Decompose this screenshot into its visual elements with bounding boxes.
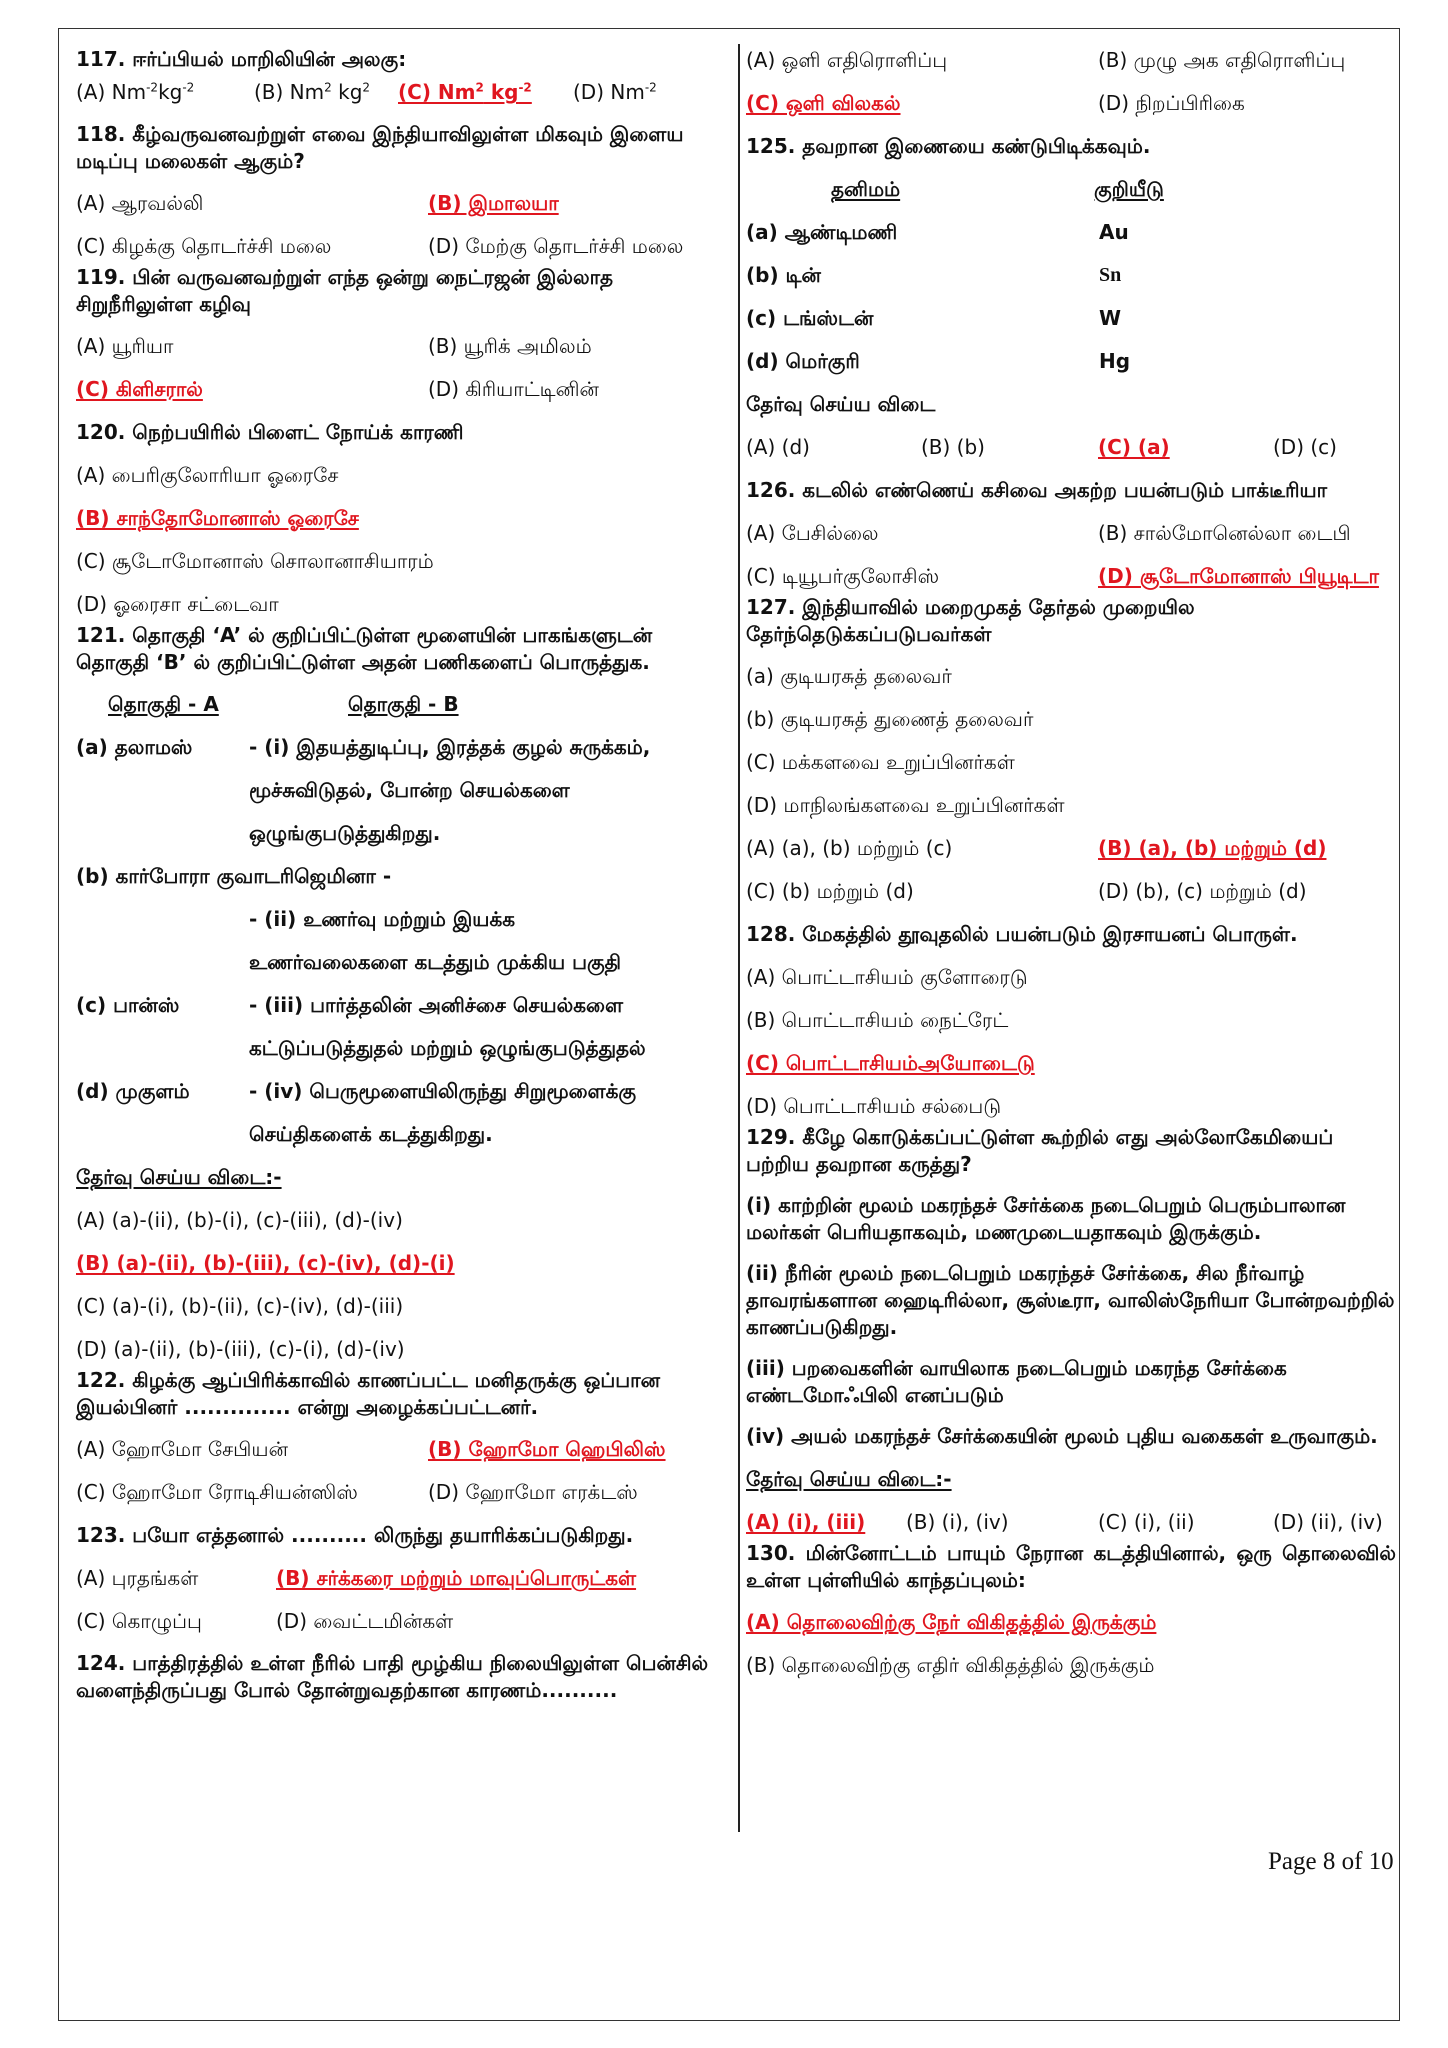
options-126-row1	[746, 519, 1396, 547]
column-divider	[738, 44, 740, 1832]
option-125-d: (D) (c)	[1273, 435, 1337, 459]
match-func-i-cont: மூச்சுவிடுதல், போன்ற செயல்களை	[249, 778, 570, 802]
match-func-ii-cont: உணர்வலைகளை கடத்தும் முக்கிய பகுதி	[249, 950, 622, 974]
item-127-c: (C) மக்களவை உறுப்பினர்கள்	[746, 750, 1015, 774]
option-121-b-answer: (B) (a)-(ii), (b)-(iii), (c)-(iv), (d)-(i)	[76, 1251, 455, 1275]
option-122-a: (A) ஹோமோ சேபியன்	[76, 1437, 288, 1461]
option-129-b: (B) (i), (iv)	[906, 1510, 1009, 1534]
table-125-headers	[746, 175, 1396, 203]
element-header: தனிமம்	[831, 177, 901, 201]
option-118-a: (A) ஆரவல்லி	[76, 191, 204, 215]
option-128-c-answer: (C) பொட்டாசியம்அயோடைடு	[746, 1051, 1035, 1075]
match-label-d: (d) முகுளம்	[76, 1079, 190, 1103]
match-label-a: (a) தலாமஸ்	[76, 735, 193, 759]
question-118: 118. கீழ்வருவனவற்றுள் எவை இந்தியாவிலுள்ள மிகவும் இளைய மடிப்பு மலைகள் ஆகும்?	[76, 122, 684, 173]
question-120: 120. நெற்பயிரில் பிளைட் நோய்க் காரணி	[76, 420, 464, 444]
option-128-d: (D) பொட்டாசியம் சல்பைடு	[746, 1094, 1002, 1118]
left-column	[76, 46, 726, 1718]
item-127-d: (D) மாநிலங்களவை உறுப்பினர்கள்	[746, 793, 1065, 817]
option-118-c: (C) கிழக்கு தொடர்ச்சி மலை	[76, 234, 332, 258]
option-121-a: (A) (a)-(ii), (b)-(i), (c)-(iii), (d)-(iv)	[76, 1208, 403, 1232]
option-129-c: (C) (i), (ii)	[1098, 1510, 1195, 1534]
question-121: 121. தொகுதி ‘A’ ல் குறிப்பிட்டுள்ள மூளையின் பாகங்களுடன் தொகுதி ‘B’ ல் குறிப்பிட்டுள்ள அதன் பணிகளைப் பொருத்துக.	[76, 623, 653, 674]
options-122-row1	[76, 1435, 726, 1463]
option-123-d: (D) வைட்டமின்கள்	[276, 1609, 454, 1633]
option-118-d: (D) மேற்கு தொடர்ச்சி மலை	[428, 234, 684, 258]
right-column	[746, 46, 1396, 1694]
option-119-c-answer: (C) கிளிசரால்	[76, 377, 203, 401]
options-122-row2	[76, 1478, 726, 1506]
question-130: 130. மின்னோட்டம் பாயும் நேரான கடத்தியினால், ஒரு தொலைவில் உள்ள புள்ளியில் காந்தப்புலம்:	[746, 1541, 1396, 1592]
page-number: Page 8 of 10	[1268, 1848, 1394, 1875]
option-130-a-answer: (A) தொலைவிற்கு நேர் விகிதத்தில் இருக்கும்	[746, 1610, 1157, 1634]
column-b-header: தொகுதி - B	[348, 692, 459, 716]
table-row	[746, 347, 1396, 375]
option-118-b-answer: (B) இமாலயா	[428, 191, 559, 215]
option-130-b: (B) தொலைவிற்கு எதிர் விகிதத்தில் இருக்கும்	[746, 1653, 1155, 1677]
match-func-iii-cont: கட்டுப்படுத்துதல் மற்றும் ஒழுங்குபடுத்துதல்	[249, 1036, 646, 1060]
question-128: 128. மேகத்தில் தூவுதலில் பயன்படும் இரசாயனப் பொருள்.	[746, 922, 1298, 946]
item-127-a: (a) குடியரசுத் தலைவர்	[746, 664, 952, 688]
choose-answer-129: தேர்வு செய்ய விடை:-	[746, 1467, 952, 1491]
symbol-a: Au	[1099, 220, 1129, 244]
symbol-header: குறியீடு	[1094, 177, 1164, 201]
option-120-a: (A) பைரிகுலோரியா ஓரைசே	[76, 463, 339, 487]
option-117-d: (D) $Nm^{-2}$	[573, 80, 657, 104]
options-119-row1	[76, 332, 726, 360]
option-123-c: (C) கொழுப்பு	[76, 1609, 202, 1633]
match-121-c	[76, 991, 726, 1019]
match-121-headers	[76, 690, 726, 718]
match-func-i: - (i) இதயத்துடிப்பு, இரத்தக் குழல் சுருக்கம்,	[249, 735, 651, 759]
question-117: 117. ஈர்ப்பியல் மாறிலியின் அலகு:	[76, 47, 407, 71]
option-123-b-answer: (B) சர்க்கரை மற்றும் மாவுப்பொருட்கள்	[276, 1566, 637, 1590]
question-122: 122. கிழக்கு ஆப்பிரிக்காவில் காணப்பட்ட மனிதருக்கு ஒப்பான இயல்பினர் .............. என்று அழைக்கப்பட்டனர்.	[76, 1368, 660, 1419]
option-127-a: (A) (a), (b) மற்றும் (c)	[746, 836, 953, 860]
options-126-row2	[746, 562, 1396, 590]
options-124-row1	[746, 46, 1396, 74]
options-123-row1	[76, 1564, 726, 1592]
option-123-a: (A) புரதங்கள்	[76, 1566, 199, 1590]
option-126-d-answer: (D) சூடோமோனாஸ் பியூடிடா	[1098, 564, 1379, 588]
statement-129-iii: (iii) பறவைகளின் வாயிலாக நடைபெறும் மகரந்த சேர்க்கை எண்டமோஃபிலி எனப்படும்	[746, 1356, 1287, 1407]
option-125-c-answer: (C) (a)	[1098, 435, 1170, 459]
options-118-row2	[76, 232, 726, 260]
option-119-b: (B) யூரிக் அமிலம்	[428, 334, 592, 358]
question-129: 129. கீழே கொடுக்கப்பட்டுள்ள கூற்றில் எது அல்லோகேமியைப் பற்றிய தவறான கருத்து?	[746, 1125, 1334, 1176]
options-127-row1	[746, 834, 1396, 862]
option-126-c: (C) டியூபர்குலோசிஸ்	[746, 564, 940, 588]
match-func-i-cont2: ஒழுங்குபடுத்துகிறது.	[249, 821, 441, 845]
question-127: 127. இந்தியாவில் மறைமுகத் தேர்தல் முறையில தேர்ந்தெடுக்கப்படுபவர்கள்	[746, 595, 1195, 646]
symbol-d: Hg	[1099, 349, 1131, 373]
option-127-c: (C) (b) மற்றும் (d)	[746, 879, 914, 903]
option-121-d: (D) (a)-(ii), (b)-(iii), (c)-(i), (d)-(iv)	[76, 1337, 405, 1361]
options-118-row1	[76, 189, 726, 217]
question-124: 124. பாத்திரத்தில் உள்ள நீரில் பாதி மூழ்கிய நிலையிலுள்ள பென்சில் வளைந்திருப்பது போல் தோன்றுவதற்கான காரணம்..........	[76, 1651, 709, 1702]
option-120-c: (C) சூடோமோனாஸ் சொலானாசியாரம்	[76, 549, 434, 573]
symbol-b: Sn	[1099, 264, 1122, 286]
choose-answer-121: தேர்வு செய்ய விடை:-	[76, 1165, 282, 1189]
statement-129-iv: (iv) அயல் மகரந்தச் சேர்க்கையின் மூலம் புதிய வகைகள் உருவாகும்.	[746, 1424, 1378, 1448]
choose-answer-125: தேர்வு செய்ய விடை	[746, 392, 936, 416]
question-125: 125. தவறான இணையை கண்டுபிடிக்கவும்.	[746, 134, 1151, 158]
option-129-d: (D) (ii), (iv)	[1273, 1510, 1383, 1534]
option-128-b: (B) பொட்டாசியம் நைட்ரேட்	[746, 1008, 1009, 1032]
question-119: 119. பின் வருவனவற்றுள் எந்த ஒன்று நைட்ரஜன் இல்லாத சிறுநீரிலுள்ள கழிவு	[76, 265, 614, 316]
option-128-a: (A) பொட்டாசியம் குளோரைடு	[746, 965, 1028, 989]
option-122-d: (D) ஹோமோ எரக்டஸ்	[428, 1480, 638, 1504]
match-func-ii: - (ii) உணர்வு மற்றும் இயக்க	[249, 907, 516, 931]
option-122-c: (C) ஹோமோ ரோடிசியன்ஸிஸ்	[76, 1480, 358, 1504]
option-124-b: (B) முழு அக எதிரொளிப்பு	[1098, 48, 1346, 72]
question-123: 123. பயோ எத்தனால் .......... லிருந்து தயாரிக்கப்படுகிறது.	[76, 1523, 634, 1547]
match-func-iv: - (iv) பெருமூளையிலிருந்து சிறுமூளைக்கு	[249, 1079, 637, 1103]
option-122-b-answer: (B) ஹோமோ ஹெபிலிஸ்	[428, 1437, 666, 1461]
option-127-d: (D) (b), (c) மற்றும் (d)	[1098, 879, 1307, 903]
element-b: (b) டின்	[746, 263, 821, 287]
options-119-row2	[76, 375, 726, 403]
element-d: (d) மெர்குரி	[746, 349, 860, 373]
option-119-a: (A) யூரியா	[76, 334, 174, 358]
element-a: (a) ஆண்டிமணி	[746, 220, 898, 244]
option-120-b-answer: (B) சாந்தோமோனாஸ் ஓரைசே	[76, 506, 359, 530]
option-124-d: (D) நிறப்பிரிகை	[1098, 91, 1245, 115]
match-label-b: (b) கார்போரா குவாடரிஜெமினா -	[76, 864, 392, 888]
table-row	[746, 218, 1396, 246]
match-func-iv-cont: செய்திகளைக் கடத்துகிறது.	[249, 1122, 493, 1146]
option-117-b: (B) Nm$^2$ $kg^2$	[254, 80, 371, 104]
option-117-a: (A) $Nm^{-2}kg^{-2}$	[76, 80, 195, 104]
match-121-a	[76, 733, 726, 761]
statement-129-i: (i) காற்றின் மூலம் மகரந்தச் சேர்க்கை நடைபெறும் பெரும்பாலான மலர்கள் பெரியதாகவும், மணமுடையதாகவும் இருக்கும்.	[746, 1193, 1346, 1244]
option-124-c-answer: (C) ஒளி விலகல்	[746, 91, 901, 115]
option-125-a: (A) (d)	[746, 435, 810, 459]
option-125-b: (B) (b)	[921, 435, 985, 459]
statement-129-ii: (ii) நீரின் மூலம் நடைபெறும் மகரந்தச் சேர்க்கை, சில நீர்வாழ் தாவரங்களான ஹைடிரில்லா, சூஸ்டீரா, வாலிஸ்நேரியா போன்றவற்றில் காணப்படுகிறது.	[746, 1261, 1395, 1339]
item-127-b: (b) குடியரசுத் துணைத் தலைவர்	[746, 707, 1034, 731]
option-127-b-answer: (B) (a), (b) மற்றும் (d)	[1098, 836, 1327, 860]
option-126-b: (B) சால்மோனெல்லா டைபி	[1098, 521, 1351, 545]
table-row	[746, 261, 1396, 289]
options-125	[746, 433, 1396, 461]
match-func-iii: - (iii) பார்த்தலின் அனிச்சை செயல்களை	[249, 993, 623, 1017]
option-124-a: (A) ஒளி எதிரொளிப்பு	[746, 48, 948, 72]
options-127-row2	[746, 877, 1396, 905]
options-117	[76, 78, 726, 106]
option-117-c-answer: (C) Nm$^2$ $kg^{-2}$	[398, 80, 532, 104]
options-129	[746, 1508, 1396, 1536]
options-123-row2	[76, 1607, 726, 1635]
match-label-c: (c) பான்ஸ்	[76, 993, 180, 1017]
option-121-c: (C) (a)-(i), (b)-(ii), (c)-(iv), (d)-(iii)	[76, 1294, 404, 1318]
question-126: 126. கடலில் எண்ணெய் கசிவை அகற்ற பயன்படும் பாக்டீரியா	[746, 478, 1328, 502]
symbol-c: W	[1099, 306, 1122, 330]
column-a-header: தொகுதி - A	[108, 692, 219, 716]
option-129-a-answer: (A) (i), (iii)	[746, 1510, 866, 1534]
table-row	[746, 304, 1396, 332]
match-121-d	[76, 1077, 726, 1105]
element-c: (c) டங்ஸ்டன்	[746, 306, 874, 330]
options-124-row2	[746, 89, 1396, 117]
option-126-a: (A) பேசில்லை	[746, 521, 879, 545]
option-120-d: (D) ஓரைசா சட்டைவா	[76, 592, 279, 616]
option-119-d: (D) கிரியாட்டினின்	[428, 377, 599, 401]
